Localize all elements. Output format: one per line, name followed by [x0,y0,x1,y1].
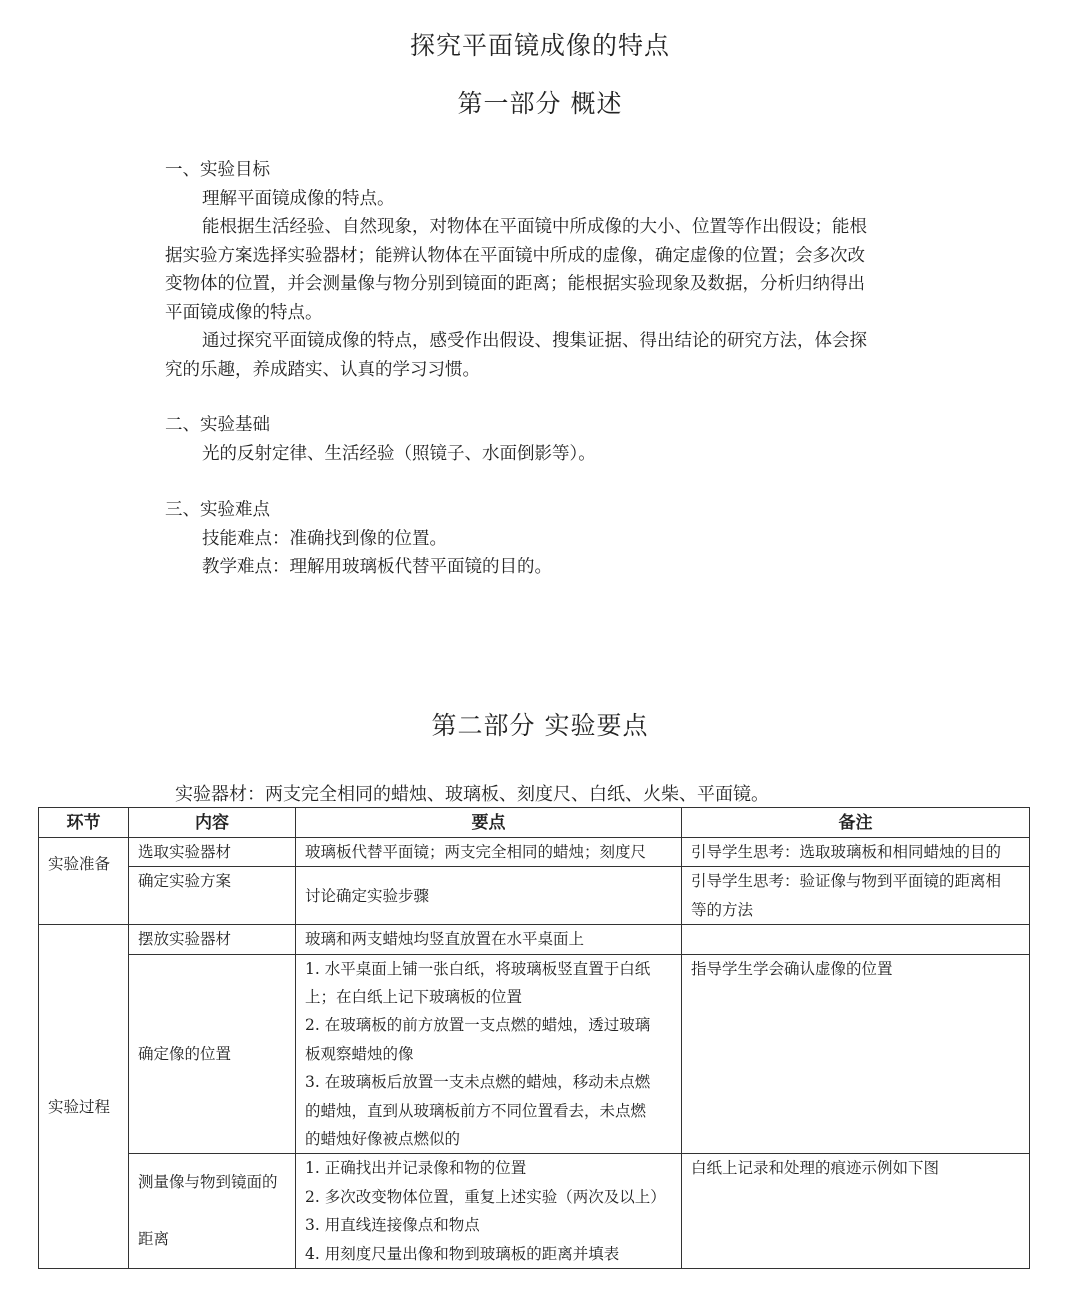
cell-text: 距离 [138,1229,170,1248]
experiment-table [38,807,1030,1269]
cell-text: 讨论确定实验步骤 [305,886,430,905]
cell-text: 玻璃板代替平面镜；两支完全相同的蜡烛；刻度尺 [305,843,647,861]
table-row [39,954,1030,1154]
section-experiment-goals [165,156,925,384]
cell-text: 4. 用刻度尺量出像和物到玻璃板的距离并填表 [305,1244,620,1263]
content-cell [129,925,296,954]
cell-text: 测量像与物到镜面的 [138,1173,278,1192]
content-cell [129,954,296,1154]
table-row [39,838,1030,867]
section-experiment-difficulties [165,496,925,582]
paragraph-line: 据实验方案选择实验器材；能辨认物体在平面镜中所成的虚像，确定虚像的位置；会多次改 [165,245,865,266]
header-stage: 环节 [39,808,129,838]
paragraph-line: 究的乐趣，养成踏实、认真的学习习惯。 [165,359,480,380]
stage-label: 实验准备 [48,855,111,873]
points-cell [296,838,682,867]
section-heading: 三、实验难点 [165,500,270,520]
paragraph-line: 通过探究平面镜成像的特点，感受作出假设、搜集证据、得出结论的研究方法，体会探 [202,331,867,351]
cell-text: 引导学生思考：选取玻璃板和相同蜡烛的目的 [691,843,1002,861]
cell-text: 白纸上记录和处理的痕迹示例如下图 [691,1159,940,1178]
cell-text: 2. 多次改变物体位置，重复上述实验（两次及以上） [305,1187,666,1206]
table-row [39,867,1030,925]
cell-text: 3. 在玻璃板后放置一支未点燃的蜡烛，移动未点燃 [305,1073,651,1092]
points-cell [296,867,682,925]
table-header-row [39,808,1030,838]
notes-cell [682,867,1030,925]
cell-text: 3. 用直线连接像点和物点 [305,1216,480,1235]
part1-title: 第一部分 概述 [457,89,623,118]
notes-cell [682,1154,1030,1269]
cell-text: 上；在白纸上记下玻璃板的位置 [305,988,523,1007]
stage-cell [39,925,129,1269]
points-cell [296,1154,682,1269]
paragraph-line: 技能难点：准确找到像的位置。 [202,528,447,549]
stage-cell [39,838,129,925]
cell-text: 板观察蜡烛的像 [305,1044,414,1063]
points-cell [296,925,682,954]
paragraph-line: 变物体的位置，并会测量像与物分别到镜面的距离；能根据实验现象及数据，分析归纳得出 [165,274,865,294]
cell-text: 玻璃和两支蜡烛均竖直放置在水平桌面上 [305,930,585,949]
content-cell [129,838,296,867]
cell-text: 引导学生思考：验证像与物到平面镜的距离相 [691,872,1002,891]
cell-text: 确定实验方案 [138,872,232,891]
header-points: 要点 [296,808,682,838]
cell-text: 2. 在玻璃板的前方放置一支点燃的蜡烛，透过玻璃 [305,1016,651,1035]
section-heading: 一、实验目标 [165,160,270,180]
notes-cell [682,954,1030,1154]
content-cell [129,1154,296,1269]
paragraph-line: 能根据生活经验、自然现象，对物体在平面镜中所成像的大小、位置等作出假设；能根 [202,217,867,237]
paragraph-line: 教学难点：理解用玻璃板代替平面镜的目的。 [202,557,552,577]
section-heading: 二、实验基础 [165,415,270,435]
part2-title: 第二部分 实验要点 [431,711,649,740]
table-row [39,925,1030,954]
notes-cell [682,838,1030,867]
cell-text: 指导学生学会确认虚像的位置 [691,959,893,978]
cell-text: 摆放实验器材 [138,930,232,949]
section-experiment-basis [165,411,925,468]
cell-text: 选取实验器材 [138,843,232,861]
notes-cell [682,925,1030,954]
stage-label: 实验过程 [48,1098,111,1117]
paragraph-line: 光的反射定律、生活经验（照镜子、水面倒影等）。 [202,443,596,464]
cell-text: 的蜡烛好像被点燃似的 [305,1130,461,1149]
header-content: 内容 [129,808,296,838]
points-cell [296,954,682,1154]
cell-text: 的蜡烛，直到从玻璃板前方不同位置看去，未点燃 [305,1101,647,1120]
table-row [39,1154,1030,1269]
content-cell [129,867,296,925]
paragraph-line: 平面镜成像的特点。 [165,302,323,323]
header-notes: 备注 [682,808,1030,838]
document-title: 探究平面镜成像的特点 [409,31,670,60]
cell-text: 等的方法 [691,900,754,919]
cell-text: 1. 正确找出并记录像和物的位置 [305,1159,527,1178]
materials-line: 实验器材：两支完全相同的蜡烛、玻璃板、刻度尺、白纸、火柴、平面镜。 [175,784,769,805]
paragraph-line: 理解平面镜成像的特点。 [202,188,395,209]
cell-text: 1. 水平桌面上铺一张白纸，将玻璃板竖直置于白纸 [305,959,651,978]
cell-text: 确定像的位置 [138,1044,232,1063]
